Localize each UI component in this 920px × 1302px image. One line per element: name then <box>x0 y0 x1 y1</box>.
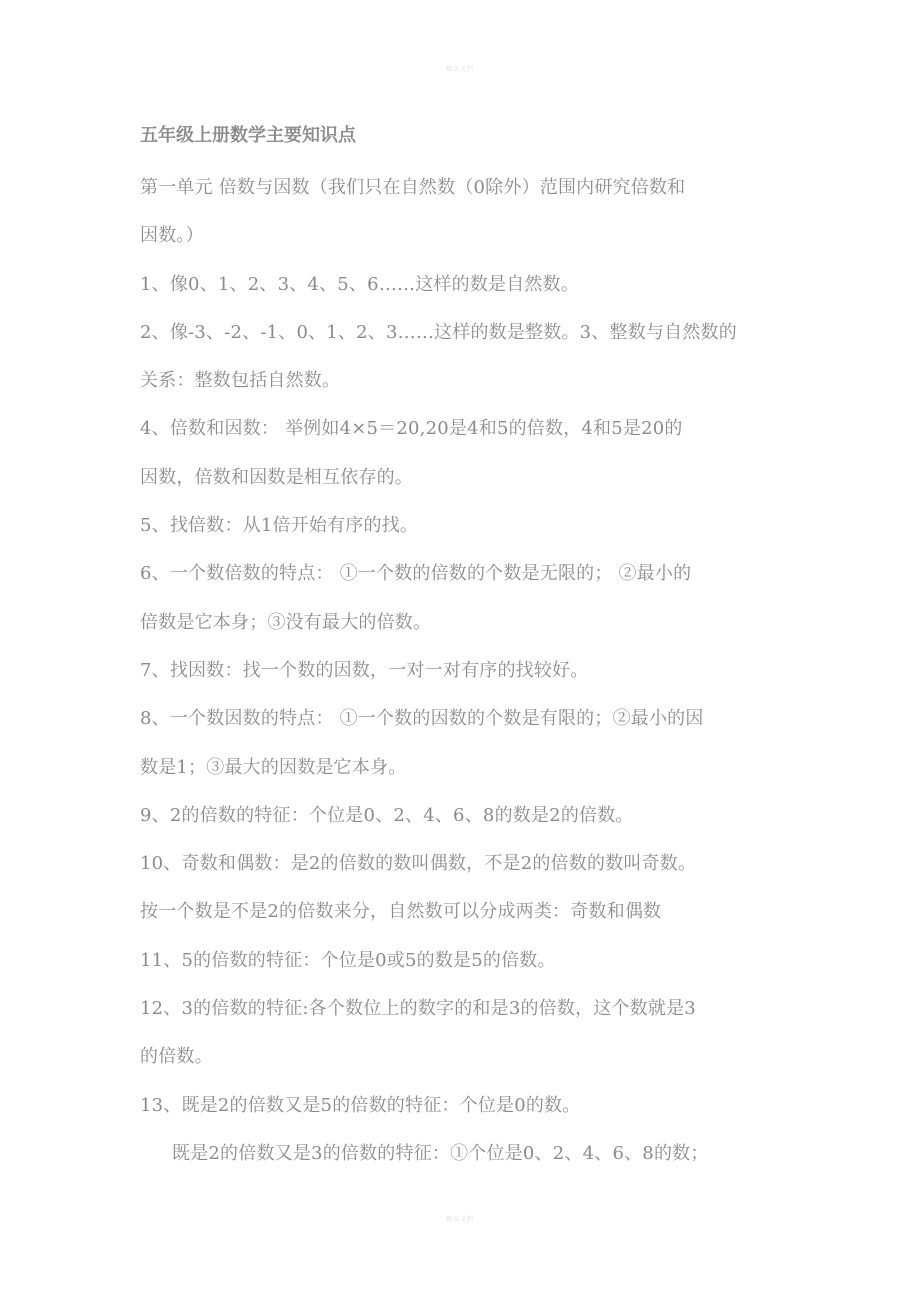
text-line: 1、像0、1、2、3、4、5、6……这样的数是自然数。 <box>140 273 580 295</box>
text-line: 2、像-3、-2、-1、0、1、2、3……这样的数是整数。3、整数与自然数的 <box>140 321 737 343</box>
text-line: 7、找因数：找一个数的因数，一对一对有序的找较好。 <box>140 659 589 681</box>
text-line: 11、5的倍数的特征：个位是0或5的数是5的倍数。 <box>140 949 556 971</box>
text-line: 13、既是2的倍数又是5的倍数的特征：个位是0的数。 <box>140 1094 581 1116</box>
footer-watermark: 精品文档 <box>445 1216 474 1223</box>
document-body <box>140 116 800 1178</box>
header-watermark: 精品文档 <box>445 66 474 73</box>
text-line: 8、一个数因数的特点： ①一个数的因数的个数是有限的；②最小的因 <box>140 708 704 730</box>
text-line: 数是1；③最大的因数是它本身。 <box>140 756 407 778</box>
text-line: 9、2的倍数的特征：个位是0、2、4、6、8的数是2的倍数。 <box>140 804 634 826</box>
text-line: 按一个数是不是2的倍数来分，自然数可以分成两类：奇数和偶数 <box>140 901 662 923</box>
text-line: 关系：整数包括自然数。 <box>140 370 341 392</box>
text-line: 的倍数。 <box>140 1046 213 1068</box>
title-spacer <box>140 156 800 164</box>
text-line: 5、找倍数：从1倍开始有序的找。 <box>140 515 419 537</box>
text-line-indented: 既是2的倍数又是3的倍数的特征：①个位是0、2、4、6、8的数； <box>172 1142 709 1164</box>
text-line: 4、倍数和因数： 举例如4×5＝20,20是4和5的倍数，4和5是20的 <box>140 418 683 440</box>
text-line: 6、一个数倍数的特点： ①一个数的倍数的个数是无限的； ②最小的 <box>140 563 692 585</box>
text-line: 倍数是它本身；③没有最大的倍数。 <box>140 611 432 633</box>
text-line: 因数，倍数和因数是相互依存的。 <box>140 466 413 488</box>
text-line: 第一单元 倍数与因数（我们只在自然数（0除外）范围内研究倍数和 <box>140 177 686 198</box>
text-line: 10、奇数和偶数：是2的倍数的数叫偶数，不是2的倍数的数叫奇数。 <box>140 853 697 875</box>
document-title: 五年级上册数学主要知识点 <box>140 125 356 146</box>
text-line: 12、3的倍数的特征:各个数位上的数字的和是3的倍数，这个数就是3 <box>140 998 696 1020</box>
text-line: 因数。） <box>140 225 204 247</box>
